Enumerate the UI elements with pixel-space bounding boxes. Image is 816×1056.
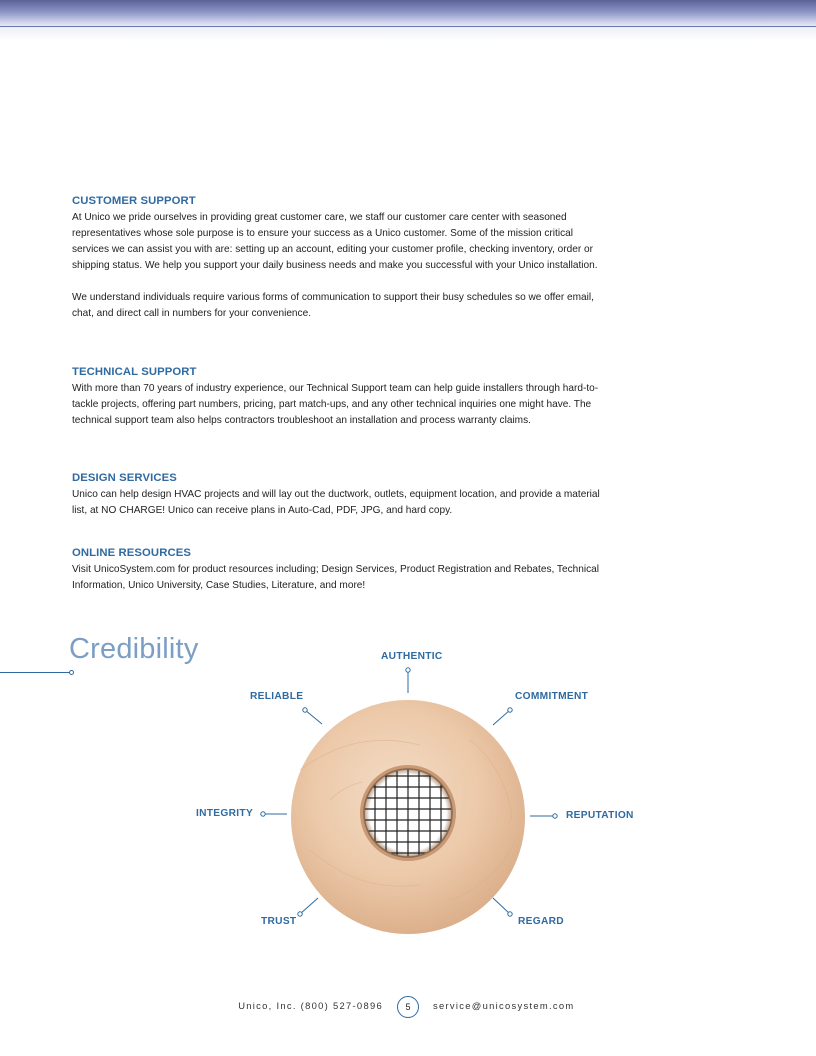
label-reliable: RELIABLE <box>250 691 304 702</box>
label-integrity: INTEGRITY <box>196 808 254 819</box>
technical-support-heading: TECHNICAL SUPPORT <box>72 366 197 378</box>
label-regard: REGARD <box>518 916 564 927</box>
page-number-badge: 5 <box>397 996 419 1018</box>
design-services-heading: DESIGN SERVICES <box>72 472 177 484</box>
online-resources-heading: ONLINE RESOURCES <box>72 547 191 559</box>
credibility-title: Credibility <box>69 633 199 665</box>
label-trust: TRUST <box>261 916 297 927</box>
label-reputation: REPUTATION <box>566 810 634 821</box>
online-resources-paragraph: Visit UnicoSystem.com for product resources including; Design Services, Product Registration and Rebates, Technical Information, Unico University, Case Studies, Literature, and more! <box>72 564 599 592</box>
label-authentic: AUTHENTIC <box>381 651 443 662</box>
customer-support-heading: CUSTOMER SUPPORT <box>72 195 196 207</box>
footer-company-phone: Unico, Inc. (800) 527-0896 <box>238 1000 383 1011</box>
design-services-paragraph: Unico can help design HVAC projects and will lay out the ductwork, outlets, equipment location, and provide a material list, at NO CHARGE! Unico can receive plans in Auto-Cad, PDF, JPG, and hard copy. <box>72 489 600 517</box>
customer-support-paragraph-1: At Unico we pride ourselves in providing great customer care, we staff our customer care center with seasoned representatives whose sole purpose is to ensure your success as a Unico customer. Some of the mission critical services we can assist you with are: setting up an account, editing your customer profile, checking inventory, order or shipping status. We help you support your daily business needs and make you successful with your Unico installation. <box>72 212 598 272</box>
technical-support-paragraph: With more than 70 years of industry experience, our Technical Support team can help guide installers through hard-to-tackle projects, offering part numbers, pricing, part match-ups, and any other technical inquiries one might have. The technical support team also helps contractors troubleshoot an installation and process warranty claims. <box>72 383 599 427</box>
label-commitment: COMMITMENT <box>515 691 589 702</box>
footer-email[interactable]: service@unicosystem.com <box>433 1000 575 1011</box>
customer-support-paragraph-2: We understand individuals require various forms of communication to support their busy schedules so we offer email, chat, and direct call in numbers for your convenience. <box>72 292 594 320</box>
